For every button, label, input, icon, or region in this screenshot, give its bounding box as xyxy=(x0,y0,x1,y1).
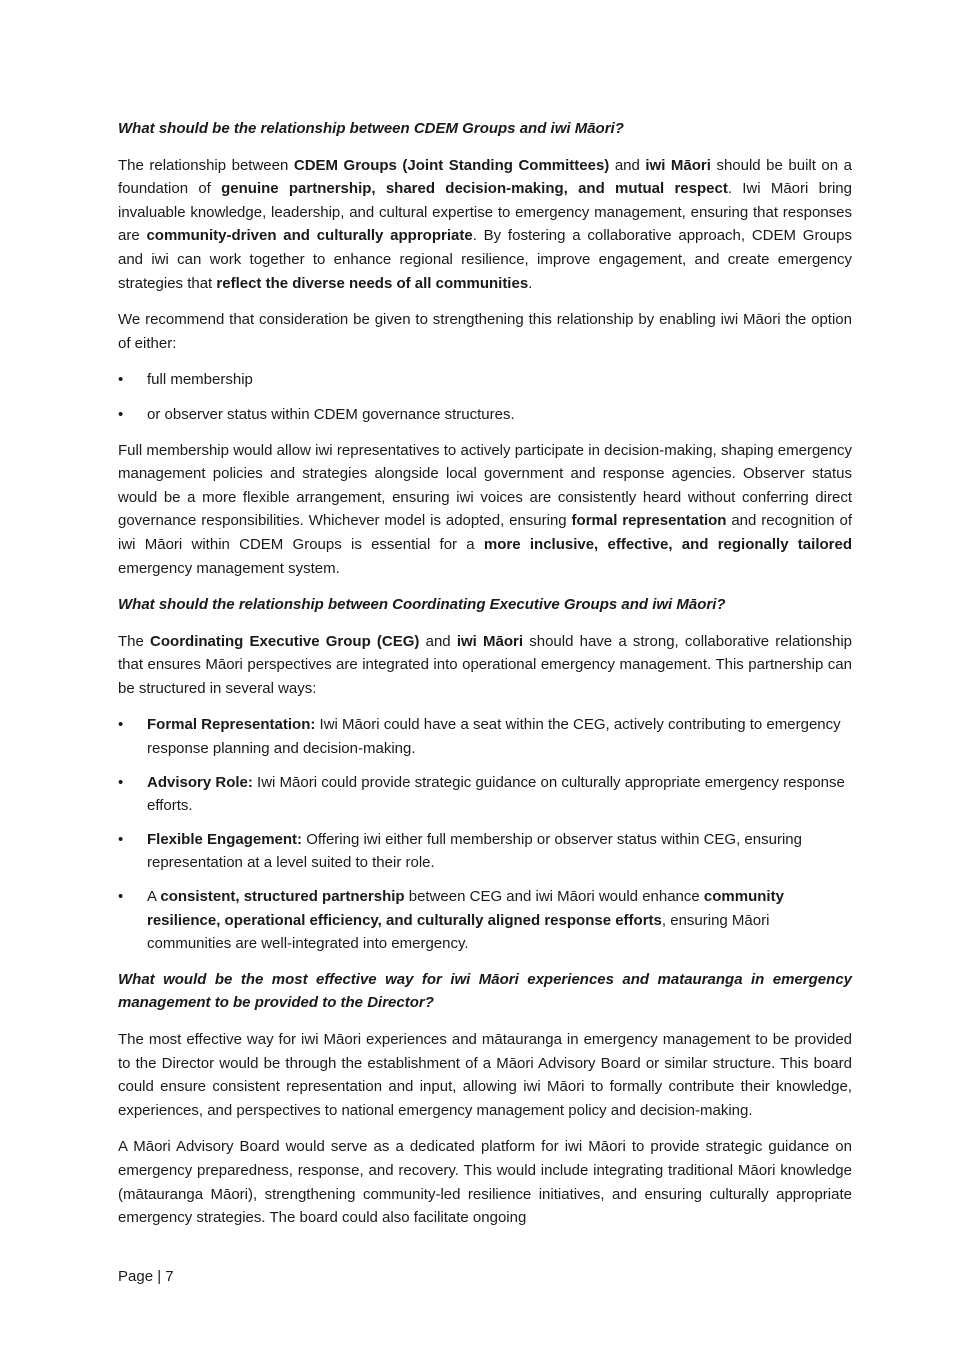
text: Iwi Māori could provide strategic guidance on culturally appropriate emergency response efforts. xyxy=(147,773,845,815)
question-heading-ceg: What should the relationship between Coordinating Executive Groups and iwi Māori? xyxy=(118,596,726,614)
text: Offering iwi either full membership or observer status within CEG, ensuring representation at a level suited to their role. xyxy=(147,830,802,872)
text: emergency management system. xyxy=(118,559,340,577)
paragraph-membership xyxy=(118,439,852,581)
document-page xyxy=(118,117,852,1243)
page-number: Page | 7 xyxy=(118,1268,174,1285)
list-item xyxy=(118,713,852,760)
text: Iwi Māori could have a seat within the CEG, actively contributing to emergency response planning and decision-making. xyxy=(147,716,841,758)
bold-text: consistent, structured partnership xyxy=(160,888,405,906)
bold-text: iwi Māori xyxy=(456,632,524,650)
paragraph-relationship xyxy=(118,154,852,296)
paragraph-recommendation: We recommend that consideration be given to strengthening this relationship by enabling iwi Māori the option of either: xyxy=(118,311,852,352)
bold-text: genuine partnership, shared decision-making, and mutual respect xyxy=(221,180,728,198)
bold-text: Flexible Engagement: xyxy=(147,830,303,848)
text: should have a strong, collaborative relationship that ensures Māori perspectives are integrated into operational emergency management. This partnership can be structured in several ways: xyxy=(118,632,852,697)
text: and xyxy=(609,156,646,174)
text: A xyxy=(147,888,161,906)
bold-text: CDEM Groups (Joint Standing Committees) xyxy=(293,156,610,174)
text: . xyxy=(528,274,533,292)
question-heading-director: What would be the most effective way for iwi Māori experiences and matauranga in emergency management to be provided to the Director? xyxy=(118,970,852,1012)
list-item xyxy=(118,771,852,818)
membership-options-list xyxy=(118,368,852,426)
text: Full membership would allow iwi representatives to actively participate in decision-making, shaping emergency management policies and strategies alongside local government and response agencies. Observer status would be a more flexible arrangement, ensuring iwi voices are consistently heard without conferring direct governance responsibilities. Whichever model is adopted, ensuring xyxy=(118,441,852,530)
list-item xyxy=(118,828,852,875)
text: between CEG and iwi Māori would enhance xyxy=(404,888,704,906)
text: . By fostering a collaborative approach, CDEM Groups and iwi can work together to enhance regional resilience, improve engagement, and create emergency strategies that xyxy=(118,227,852,292)
text: . Iwi Māori bring invaluable knowledge, leadership, and cultural expertise to emergency management, ensuring that responses are xyxy=(118,180,852,245)
list-item: • or observer status within CDEM governance structures. xyxy=(118,403,852,427)
list-item: • full membership xyxy=(118,368,852,392)
question-heading-cdem: What should be the relationship between CDEM Groups and iwi Māori? xyxy=(118,120,624,137)
text: The xyxy=(118,632,151,650)
paragraph-advisory-board: The most effective way for iwi Māori experiences and mātauranga in emergency management to be provided to the Director would be through the establishment of a Māori Advisory Board or similar structure. This board could ensure consistent representation and input, allowing iwi Māori to formally contribute their knowledge, experiences, and perspectives to national emergency management policy and decision-making. xyxy=(118,1031,852,1119)
paragraph-advisory-board-role: A Māori Advisory Board would serve as a dedicated platform for iwi Māori to provide strategic guidance on emergency preparedness, response, and recovery. This would include integrating traditional Māori knowledge (mātauranga Māori), strengthening community-led resilience initiatives, and ensuring culturally appropriate emergency strategies. The board could also facilitate ongoing xyxy=(118,1138,852,1227)
bold-text: more inclusive, effective, and regionally tailored xyxy=(483,535,852,553)
list-item xyxy=(118,885,852,956)
bold-text: Coordinating Executive Group (CEG) xyxy=(150,632,420,650)
ceg-structure-list xyxy=(118,713,852,955)
bold-text: community resilience, operational efficiency, and culturally aligned response efforts xyxy=(147,888,784,929)
text: should be built on a foundation of xyxy=(118,156,852,198)
bold-text: iwi Māori xyxy=(645,156,711,174)
bold-text: community-driven and culturally appropriate xyxy=(146,227,473,245)
bold-text: Advisory Role: xyxy=(147,773,253,791)
bold-text: reflect the diverse needs of all communities xyxy=(216,274,529,292)
text: and recognition of iwi Māori within CDEM Groups is essential for a xyxy=(118,512,852,553)
text: and xyxy=(419,632,457,650)
paragraph-ceg xyxy=(118,630,852,701)
text: , ensuring Māori communities are well-integrated into emergency. xyxy=(147,911,770,953)
bold-text: formal representation xyxy=(571,512,727,530)
bold-text: Formal Representation: xyxy=(147,716,316,734)
text: The relationship between xyxy=(118,156,294,174)
